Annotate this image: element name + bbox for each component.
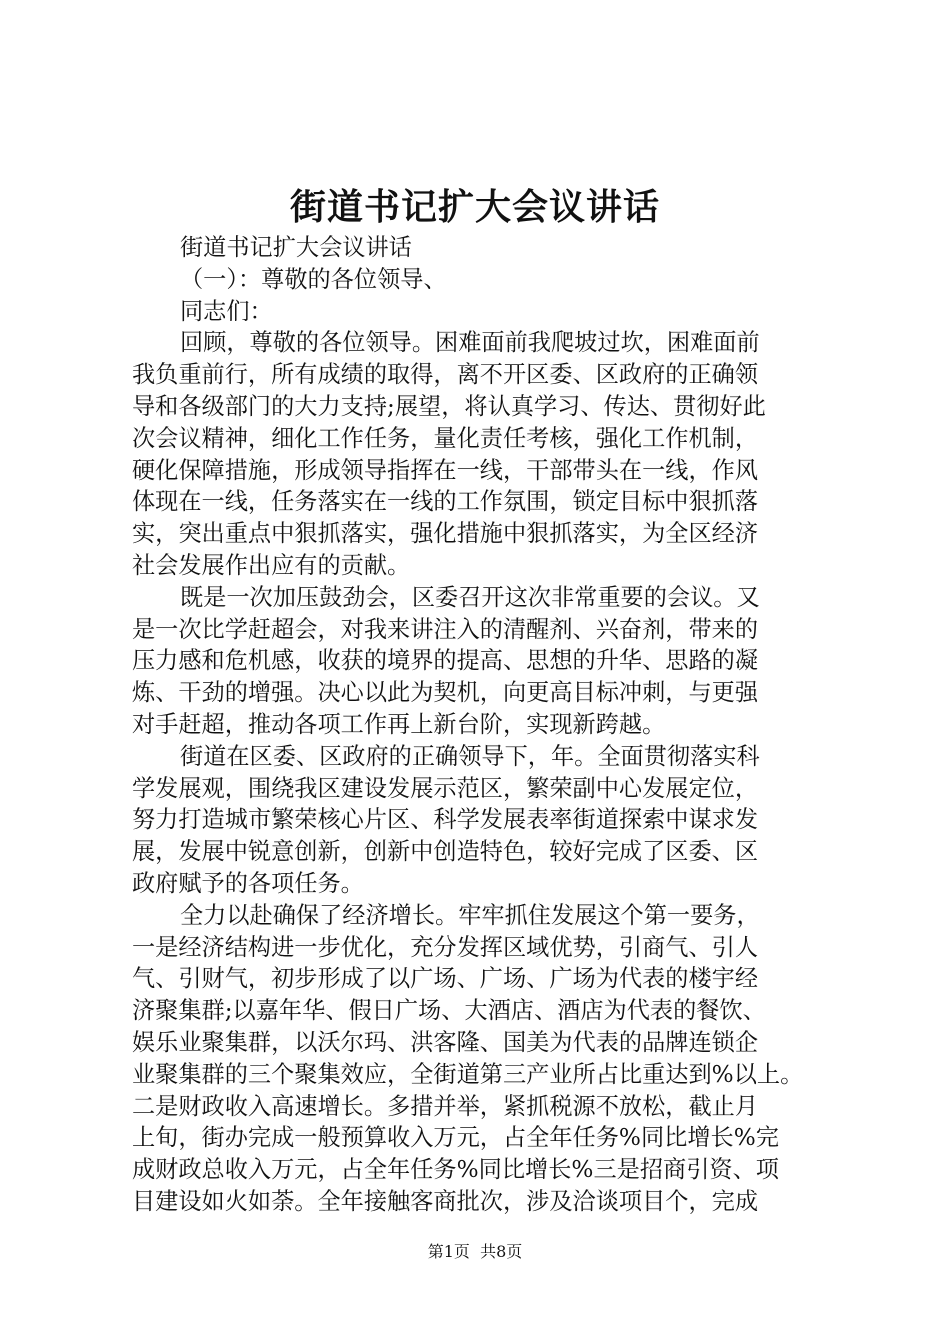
text-line: 气、引财气，初步形成了以广场、广场、广场为代表的楼宇经 — [132, 965, 759, 993]
document-body — [132, 232, 844, 1218]
text-line: 业聚集群的三个聚集效应，全街道第三产业所占比重达到%以上。 — [132, 1060, 804, 1088]
text-line: 硬化保障措施，形成领导指挥在一线，干部带头在一线，作风 — [132, 456, 759, 484]
page-number: 第1页 — [427, 1242, 470, 1261]
text-line: 回顾，尊敬的各位领导。困难面前我爬坡过坎，困难面前 — [180, 329, 760, 357]
text-line: 一是经济结构进一步优化，充分发挥区域优势，引商气、引人 — [132, 933, 759, 961]
text-line: 街道在区委、区政府的正确领导下，年。全面贯彻落实科 — [180, 742, 760, 770]
text-line: 二是财政收入高速增长。多措并举，紧抓税源不放松，截止月 — [132, 1092, 759, 1120]
text-line: 既是一次加压鼓劲会，区委召开这次非常重要的会议。又 — [180, 583, 760, 611]
document-title: 街道书记扩大会议讲话 — [289, 186, 660, 228]
text-line: 我负重前行，所有成绩的取得，离不开区委、区政府的正确领 — [132, 361, 759, 389]
text-line: 同志们： — [180, 297, 273, 325]
text-line: 努力打造城市繁荣核心片区、科学发展表率街道探索中谋求发 — [132, 806, 759, 834]
text-line: 是一次比学赶超会，对我来讲注入的清醒剂、兴奋剂，带来的 — [132, 615, 759, 643]
text-line: 上旬，街办完成一般预算收入万元，占全年任务%同比增长%完 — [132, 1124, 779, 1152]
text-line: 压力感和危机感，收获的境界的提高、思想的升华、思路的凝 — [132, 647, 759, 675]
page-footer — [0, 1240, 950, 1264]
text-line: 政府赋予的各项任务。 — [132, 869, 364, 897]
text-line: （一）：尊敬的各位领导、 — [180, 265, 447, 293]
text-line: 学发展观，围绕我区建设发展示范区，繁荣副中心发展定位， — [132, 774, 759, 802]
text-line: 济聚集群;以嘉年华、假日广场、大酒店、酒店为代表的餐饮、 — [132, 997, 766, 1025]
text-line: 展，发展中锐意创新，创新中创造特色，较好完成了区委、区 — [132, 838, 759, 866]
text-line: 次会议精神，细化工作任务，量化责任考核，强化工作机制， — [132, 424, 759, 452]
text-line: 目建设如火如荼。全年接触客商批次，涉及洽谈项目个，完成 — [132, 1187, 759, 1215]
text-line: 娱乐业聚集群，以沃尔玛、洪客隆、国美为代表的品牌连锁企 — [132, 1028, 759, 1056]
text-line: 导和各级部门的大力支持;展望，将认真学习、传达、贯彻好此 — [132, 392, 766, 420]
text-line: 实，突出重点中狠抓落实，强化措施中狠抓落实，为全区经济 — [132, 520, 759, 548]
text-line: 社会发展作出应有的贡献。 — [132, 551, 411, 579]
text-line: 炼、干劲的增强。决心以此为契机，向更高目标冲刺，与更强 — [132, 679, 759, 707]
text-line: 体现在一线，任务落实在一线的工作氛围，锁定目标中狠抓落 — [132, 488, 759, 516]
text-line: 对手赶超，推动各项工作再上新台阶，实现新跨越。 — [132, 710, 666, 738]
text-line: 成财政总收入万元，占全年任务%同比增长%三是招商引资、项 — [132, 1156, 779, 1184]
text-line: 街道书记扩大会议讲话 — [180, 234, 412, 261]
text-line: 全力以赴确保了经济增长。牢牢抓住发展这个第一要务， — [180, 901, 760, 929]
page-total: 共8页 — [480, 1242, 523, 1261]
